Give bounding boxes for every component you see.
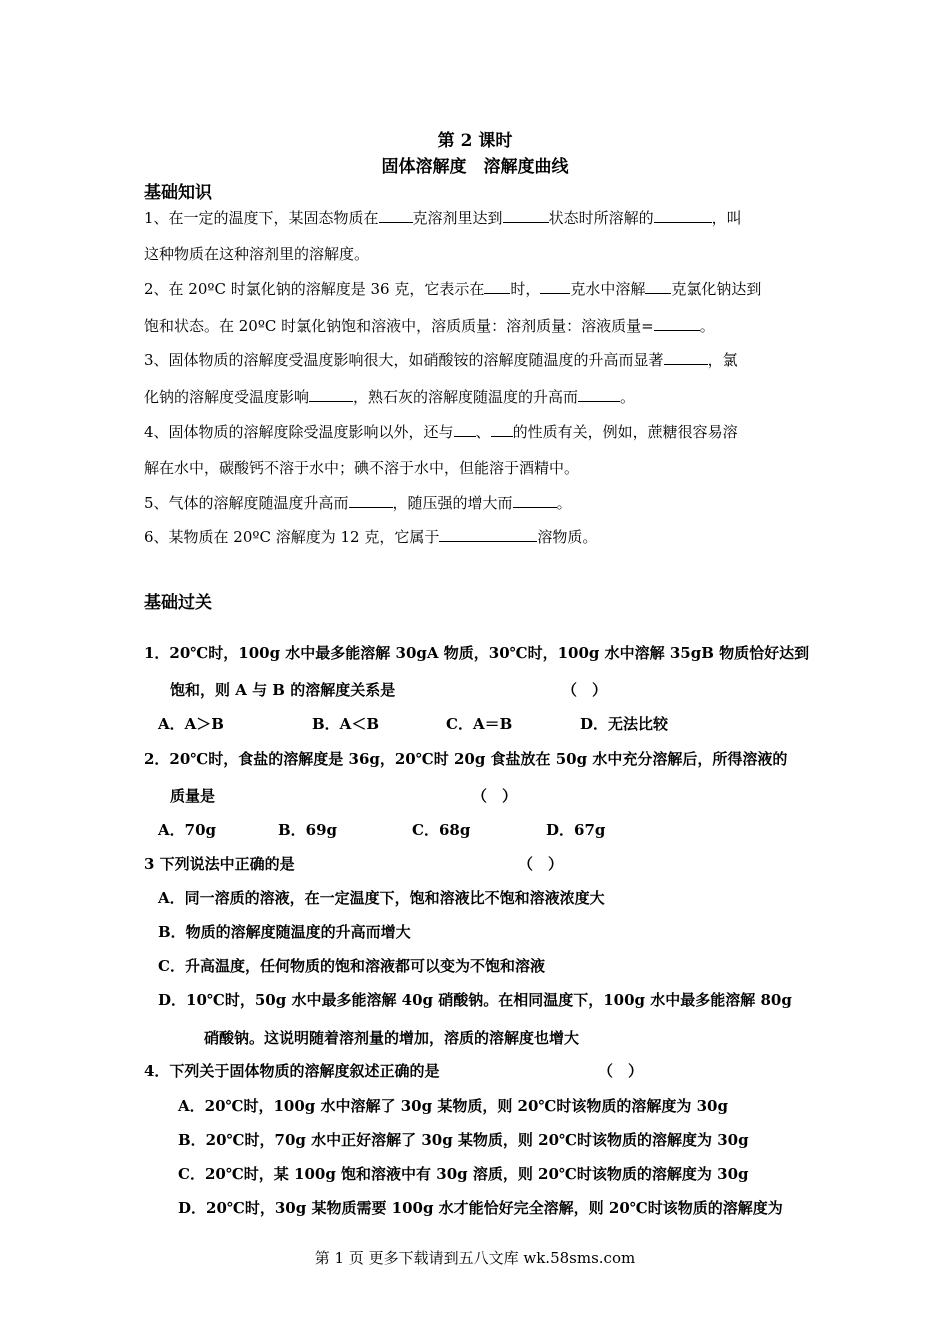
blank — [503, 206, 549, 223]
blank — [439, 525, 537, 542]
test-q1-line1: 1．20℃时，100g 水中最多能溶解 30gA 物质，30℃时，100g 水中溶解 35gB 物质恰好达到 — [144, 644, 810, 662]
blank — [578, 385, 620, 402]
option-a: A．同一溶质的溶液，在一定温度下，饱和溶液比不饱和溶液浓度大 — [158, 889, 605, 907]
blank — [454, 420, 476, 437]
option-b: B．69g — [278, 821, 338, 839]
answer-paren: （ ） — [518, 855, 564, 873]
option-b: B．物质的溶解度随温度的升高而增大 — [158, 923, 411, 941]
blank — [309, 385, 353, 402]
option-c: C．升高温度，任何物质的饱和溶液都可以变为不饱和溶液 — [158, 957, 545, 975]
option-d: D．10℃时，50g 水中最多能溶解 40g 硝酸钠。在相同温度下，100g 水中最多能溶解 80g — [158, 991, 792, 1009]
answer-paren: （ ） — [562, 681, 608, 699]
knowledge-q6: 6、某物质在 20ºC 溶解度为 12 克，它属于 溶物质。 — [144, 525, 597, 547]
answer-paren: （ ） — [472, 787, 518, 805]
blank — [540, 277, 570, 294]
knowledge-q1-line2: 这种物质在这种溶剂里的溶解度。 — [144, 245, 370, 263]
blank — [484, 277, 510, 294]
blank — [654, 314, 700, 331]
test-q3-line1: 3 下列说法中正确的是 — [144, 855, 295, 873]
section-heading-basic-test: 基础过关 — [144, 593, 212, 613]
option-b: B．A＜B — [312, 715, 379, 733]
test-q2-line1: 2．20℃时，食盐的溶解度是 36g，20℃时 20g 食盐放在 50g 水中充分溶解后，所得溶液的 — [144, 750, 788, 768]
option-c: C．A＝B — [446, 715, 513, 733]
blank — [379, 206, 413, 223]
option-c: C．68g — [412, 821, 471, 839]
option-a: A．A＞B — [158, 715, 224, 733]
blank — [664, 348, 708, 365]
test-q4-line1: 4．下列关于固体物质的溶解度叙述正确的是 — [144, 1062, 440, 1080]
knowledge-q5: 5、气体的溶解度随温度升高而 ，随压强的增大而 。 — [144, 491, 572, 513]
option-b: B．20℃时，70g 水中正好溶解了 30g 某物质，则 20℃时该物质的溶解度为 30g — [178, 1131, 749, 1149]
page-footer: 第 1 页 更多下载请到五八文库 wk.58sms.com — [314, 1249, 636, 1267]
knowledge-q2-line1: 2、在 20ºC 时氯化钠的溶解度是 36 克，它表示在 时， 克水中溶解 克氯化钠达到 — [144, 277, 761, 299]
blank — [491, 420, 513, 437]
option-d-continued: 硝酸钠。这说明随着溶剂量的增加，溶质的溶解度也增大 — [204, 1029, 580, 1047]
lesson-title: 第 2 课时 — [437, 131, 513, 151]
option-a: A．20℃时，100g 水中溶解了 30g 某物质，则 20℃时该物质的溶解度为 30g — [178, 1097, 728, 1115]
knowledge-q3-line2: 化钠的溶解度受温度影响 ，熟石灰的溶解度随温度的升高而 。 — [144, 385, 635, 407]
answer-paren: （ ） — [598, 1062, 644, 1080]
option-d: D．67g — [546, 821, 606, 839]
blank — [645, 277, 671, 294]
option-c: C．20℃时，某 100g 饱和溶液中有 30g 溶质，则 20℃时该物质的溶解度为 30g — [178, 1165, 749, 1183]
test-q1-line2: 饱和，则 A 与 B 的溶解度关系是 — [170, 681, 396, 699]
knowledge-q3-line1: 3、固体物质的溶解度受温度影响很大，如硝酸铵的溶解度随温度的升高而显著 ，氯 — [144, 348, 738, 370]
option-a: A．70g — [158, 821, 217, 839]
knowledge-q4-line1: 4、固体物质的溶解度除受温度影响以外，还与 、 的性质有关，例如，蔗糖很容易溶 — [144, 420, 738, 442]
knowledge-q1-line1: 1、在一定的温度下，某固态物质在 克溶剂里达到 状态时所溶解的 ，叫 — [144, 206, 742, 228]
blank — [349, 491, 393, 508]
section-heading-basic-knowledge: 基础知识 — [144, 183, 212, 203]
page-title: 固体溶解度 溶解度曲线 — [381, 157, 569, 177]
option-d: D．无法比较 — [580, 715, 669, 733]
test-q2-line2: 质量是 — [170, 787, 216, 805]
knowledge-q2-line2: 饱和状态。在 20ºC 时氯化钠饱和溶液中，溶质质量：溶剂质量：溶液质量= 。 — [144, 314, 715, 336]
option-d: D．20℃时，30g 某物质需要 100g 水才能恰好完全溶解，则 20℃时该物质的溶解度为 — [178, 1199, 783, 1217]
knowledge-q4-line2: 解在水中，碳酸钙不溶于水中；碘不溶于水中，但能溶于酒精中。 — [144, 459, 580, 477]
blank — [513, 491, 557, 508]
blank — [654, 206, 712, 223]
